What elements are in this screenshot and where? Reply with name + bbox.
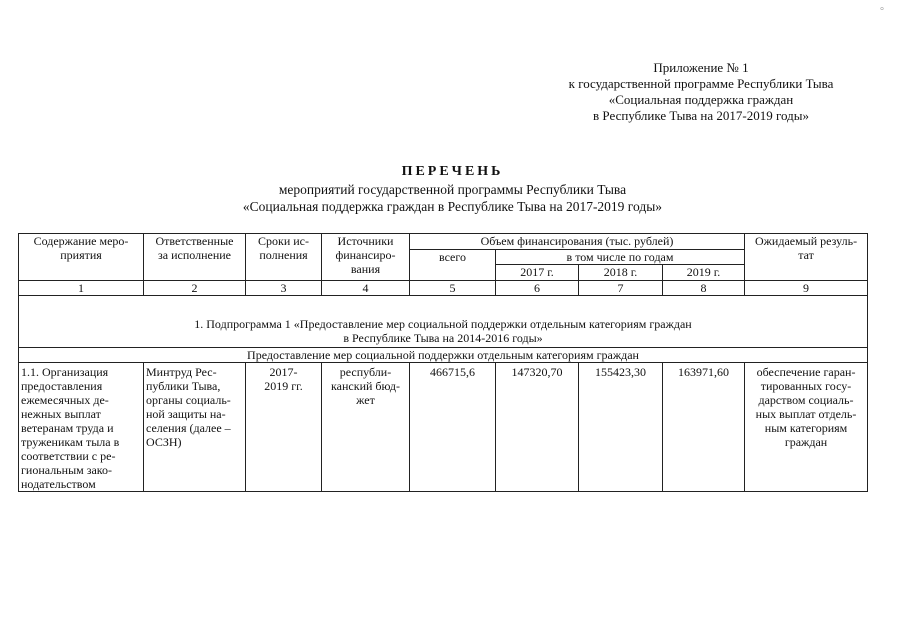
cell-line: предоставления: [21, 379, 103, 393]
header-text: Источники: [337, 234, 394, 248]
column-number: 7: [579, 281, 663, 296]
cell-line: селения (далее –: [146, 421, 231, 435]
header-text: Содержание меро-: [33, 234, 129, 248]
cell-content: [19, 363, 144, 492]
column-number: 9: [745, 281, 868, 296]
appendix-line: к государственной программе Республики Тыва: [568, 76, 834, 91]
cell-line: ной защиты на-: [146, 407, 226, 421]
cell-line: органы социаль-: [146, 393, 231, 407]
document-title: [0, 163, 905, 215]
header-text: за исполнение: [158, 248, 231, 262]
header-terms: [246, 234, 322, 281]
cell-line: 2019 гг.: [264, 379, 303, 393]
column-number: 8: [663, 281, 745, 296]
cell-line: труженикам тыла в: [21, 435, 120, 449]
cell-line: публики Тыва,: [146, 379, 221, 393]
header-text: вания: [350, 262, 381, 276]
cell-line: ветеранам труда и: [21, 421, 114, 435]
header-content: [19, 234, 144, 281]
cell-2017: 147320,70: [496, 363, 579, 492]
cell-responsible: [144, 363, 246, 492]
cell-line: ных выплат отдель-: [755, 407, 857, 421]
cell-line: нодательством: [21, 477, 96, 491]
cell-line: ным категориям: [764, 421, 848, 435]
column-number: 1: [19, 281, 144, 296]
header-year-2017: 2017 г.: [496, 265, 579, 281]
column-number: 4: [322, 281, 410, 296]
header-year-2018: 2018 г.: [579, 265, 663, 281]
cell-2019: 163971,60: [663, 363, 745, 492]
cell-line: жет: [356, 393, 375, 407]
appendix-line: в Республике Тыва на 2017-2019 годы»: [593, 108, 809, 123]
cell-line: 1.1. Организация: [21, 365, 109, 379]
corner-mark: °: [880, 6, 884, 17]
appendix-line: Приложение № 1: [653, 60, 749, 75]
header-text: финансиро-: [335, 248, 396, 262]
column-number: 5: [410, 281, 496, 296]
header-responsible: [144, 234, 246, 281]
appendix-line: «Социальная поддержка граждан: [608, 92, 794, 107]
appendix-note: [520, 60, 882, 124]
header-result: [745, 234, 868, 281]
measures-table: [18, 233, 868, 492]
header-text: Ответственные: [155, 234, 234, 248]
cell-line: республи-: [339, 365, 392, 379]
title-subtitle: «Социальная поддержка граждан в Республике Тыва на 2017-2019 годы»: [242, 199, 663, 214]
cell-line: тированных госу-: [760, 379, 852, 393]
header-sources: [322, 234, 410, 281]
column-number: 2: [144, 281, 246, 296]
cell-line: нежных выплат: [21, 407, 101, 421]
header-by-years: в том числе по годам: [496, 250, 745, 265]
cell-total: 466715,6: [410, 363, 496, 492]
header-text: полнения: [259, 248, 308, 262]
header-total: всего: [410, 250, 496, 281]
cell-terms: [246, 363, 322, 492]
cell-result: [745, 363, 868, 492]
cell-line: канский бюд-: [331, 379, 400, 393]
subprogram-row: [19, 296, 868, 348]
table-row: [19, 363, 868, 492]
section-row: Предоставление мер социальной поддержки отдельным категориям граждан: [19, 348, 868, 363]
header-text: Ожидаемый резуль-: [754, 234, 858, 248]
cell-line: ОСЗН): [146, 435, 182, 449]
column-number: 6: [496, 281, 579, 296]
cell-source: [322, 363, 410, 492]
header-text: Сроки ис-: [258, 234, 309, 248]
cell-line: Минтруд Рес-: [146, 365, 217, 379]
cell-2018: 155423,30: [579, 363, 663, 492]
header-text: тат: [798, 248, 814, 262]
cell-line: гиональным зако-: [21, 463, 113, 477]
cell-line: граждан: [784, 435, 828, 449]
cell-line: обеспечение гаран-: [756, 365, 856, 379]
header-year-2019: 2019 г.: [663, 265, 745, 281]
cell-line: дарством социаль-: [758, 393, 854, 407]
header-funding: Объем финансирования (тыс. рублей): [410, 234, 745, 250]
cell-line: соответствии с ре-: [21, 449, 116, 463]
cell-line: 2017-: [269, 365, 298, 379]
column-number: 3: [246, 281, 322, 296]
subprogram-title: 1. Подпрограмма 1 «Предоставление мер социальной поддержки отдельным категориям граждан: [194, 317, 692, 331]
title-main: ПЕРЕЧЕНЬ: [401, 164, 504, 179]
cell-line: ежемесячных де-: [21, 393, 109, 407]
subprogram-title: в Республике Тыва на 2014-2016 годы»: [343, 331, 543, 345]
title-subtitle: мероприятий государственной программы Республики Тыва: [278, 182, 627, 197]
header-text: приятия: [60, 248, 102, 262]
